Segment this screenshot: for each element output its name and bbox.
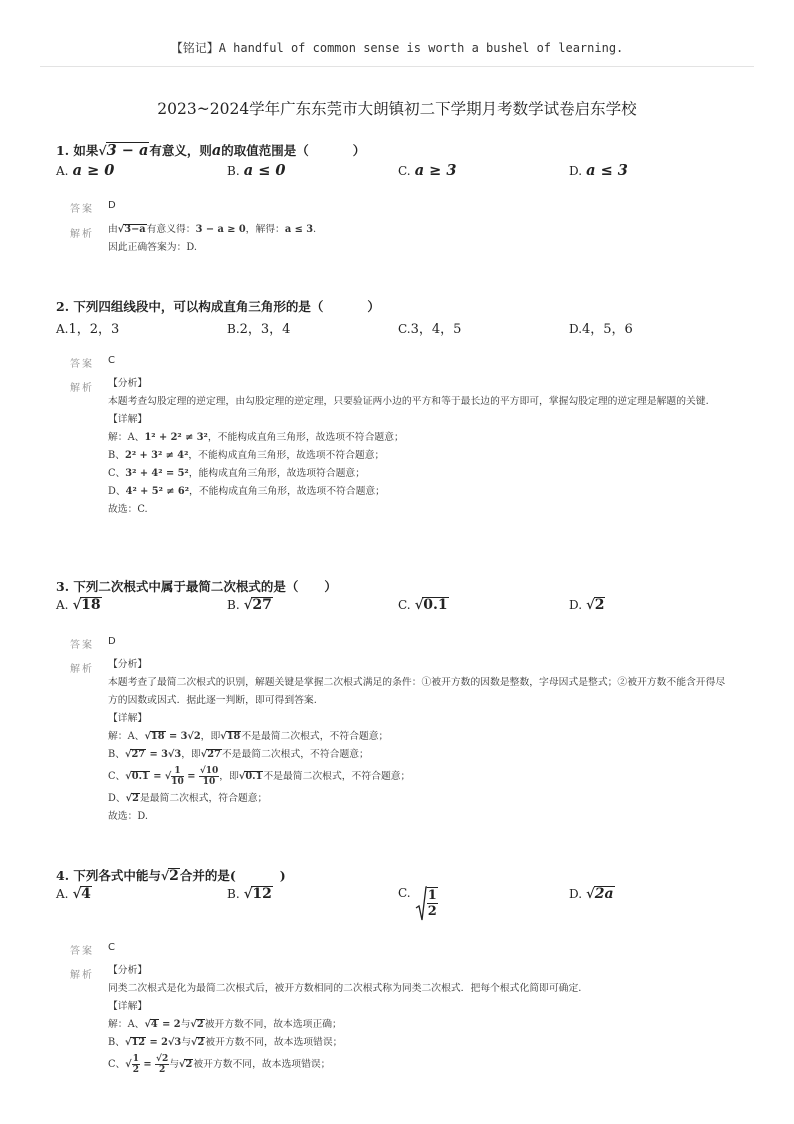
header-divider: [40, 66, 754, 67]
motto: 【铭记】A handful of common sense is worth a bushel of learning.: [170, 41, 624, 55]
question-2-option-c[interactable]: C.3，4，5: [398, 322, 462, 337]
question-1-option-c[interactable]: C. a ≥ 3: [398, 162, 457, 179]
answer-label: 答案: [70, 359, 94, 370]
question-4-text: 4. 下列各式中能与√2合并的是( ): [56, 868, 286, 884]
answer-label: 答案: [70, 946, 94, 957]
page-title: 2023~2024学年广东东莞市大朗镇初二下学期月考数学试卷启东学校: [157, 100, 637, 118]
question-1-text: 1. 如果√3 − a有意义，则a的取值范围是（ ）: [56, 142, 366, 159]
question-3-analysis: 【分析】 本题考查了最简二次根式的识别，解题关键是掌握二次根式满足的条件：①被开方数的因数是整数，字母因式是整式；②被开方数不能含开得尽方的因数或因式．据此逐一判断，即可得到答案. 【详解】 解：A、√18 = 3√2，即√18不是最简二次根式，不符合题意； B、√27 = 3√3，即√27不是最简二次根式，不符合题意； C、√0.1 = √ $\frac{1}{10}$ = $\frac{√10}{10}$ ，即√0.1不是最简二次根式，不符合题意； D、√2是最简二次根式，符合题意； 故选：D.: [108, 659, 726, 822]
question-3-answer: D: [108, 636, 116, 647]
radical-sign-icon: [415, 886, 427, 922]
answer-label: 答案: [70, 204, 94, 215]
analysis-label: 解析: [70, 664, 94, 675]
question-4-option-d[interactable]: D. √2a: [569, 886, 614, 902]
question-3-option-a[interactable]: A. √18: [56, 597, 101, 613]
question-2-answer: C: [108, 355, 115, 366]
analysis-label: 解析: [70, 970, 94, 981]
question-1-option-b[interactable]: B. a ≤ 0: [227, 162, 286, 179]
question-4-option-c[interactable]: C. $\frac{1}{2}$: [398, 886, 438, 922]
question-4-analysis: 【分析】 同类二次根式是化为最简二次根式后，被开方数相同的二次根式称为同类二次根式．把每个根式化简即可确定. 【详解】 解：A、√4 = 2与√2被开方数不同，故本选项正确； B、√12 = 2√3与√2被开方数不同，故本选项错误； C、√ $\frac{1}{2}$ = $\frac{√2}{2}$ 与√2被开方数不同，故本选项错误；: [108, 965, 582, 1075]
question-3-option-d[interactable]: D. √2: [569, 597, 605, 613]
question-4-option-a[interactable]: A. √4: [56, 886, 91, 902]
answer-label: 答案: [70, 640, 94, 651]
question-2-option-b[interactable]: B.2，3，4: [227, 322, 291, 337]
question-3-option-c[interactable]: C. √0.1: [398, 597, 448, 613]
question-3-text: 3. 下列二次根式中属于最简二次根式的是（ ）: [56, 579, 337, 594]
question-1-analysis: 由√3−a有意义得：3 − a ≥ 0，解得：a ≤ 3. 因此正确答案为：D.: [108, 224, 317, 253]
question-3-option-b[interactable]: B. √27: [227, 597, 272, 613]
question-2-text: 2. 下列四组线段中，可以构成直角三角形的是（ ）: [56, 299, 380, 314]
question-4-answer: C: [108, 942, 115, 953]
question-1-option-d[interactable]: D. a ≤ 3: [569, 162, 628, 179]
question-2-option-a[interactable]: A.1，2，3: [56, 322, 120, 337]
question-1-answer: D: [108, 200, 116, 211]
analysis-label: 解析: [70, 229, 94, 240]
question-2-option-d[interactable]: D.4，5，6: [569, 322, 633, 337]
analysis-label: 解析: [70, 383, 94, 394]
question-1-option-a[interactable]: A. a ≥ 0: [56, 162, 115, 179]
question-2-analysis: 【分析】 本题考查勾股定理的逆定理，由勾股定理的逆定理，只要验证两小边的平方和等于最长边的平方即可，掌握勾股定理的逆定理是解题的关键. 【详解】 解：A、1² + 2² ≠ 3²，不能构成直角三角形，故选项不符合题意； B、2² + 3² ≠ 4²，不能构成直角三角形，故选项不符合题意； C、3² + 4² = 5²，能构成直角三角形，故选项符合题意； D、4² + 5² ≠ 6²，不能构成直角三角形，故选项不符合题意； 故选：C.: [108, 378, 709, 515]
question-4-option-b[interactable]: B. √12: [227, 886, 272, 902]
